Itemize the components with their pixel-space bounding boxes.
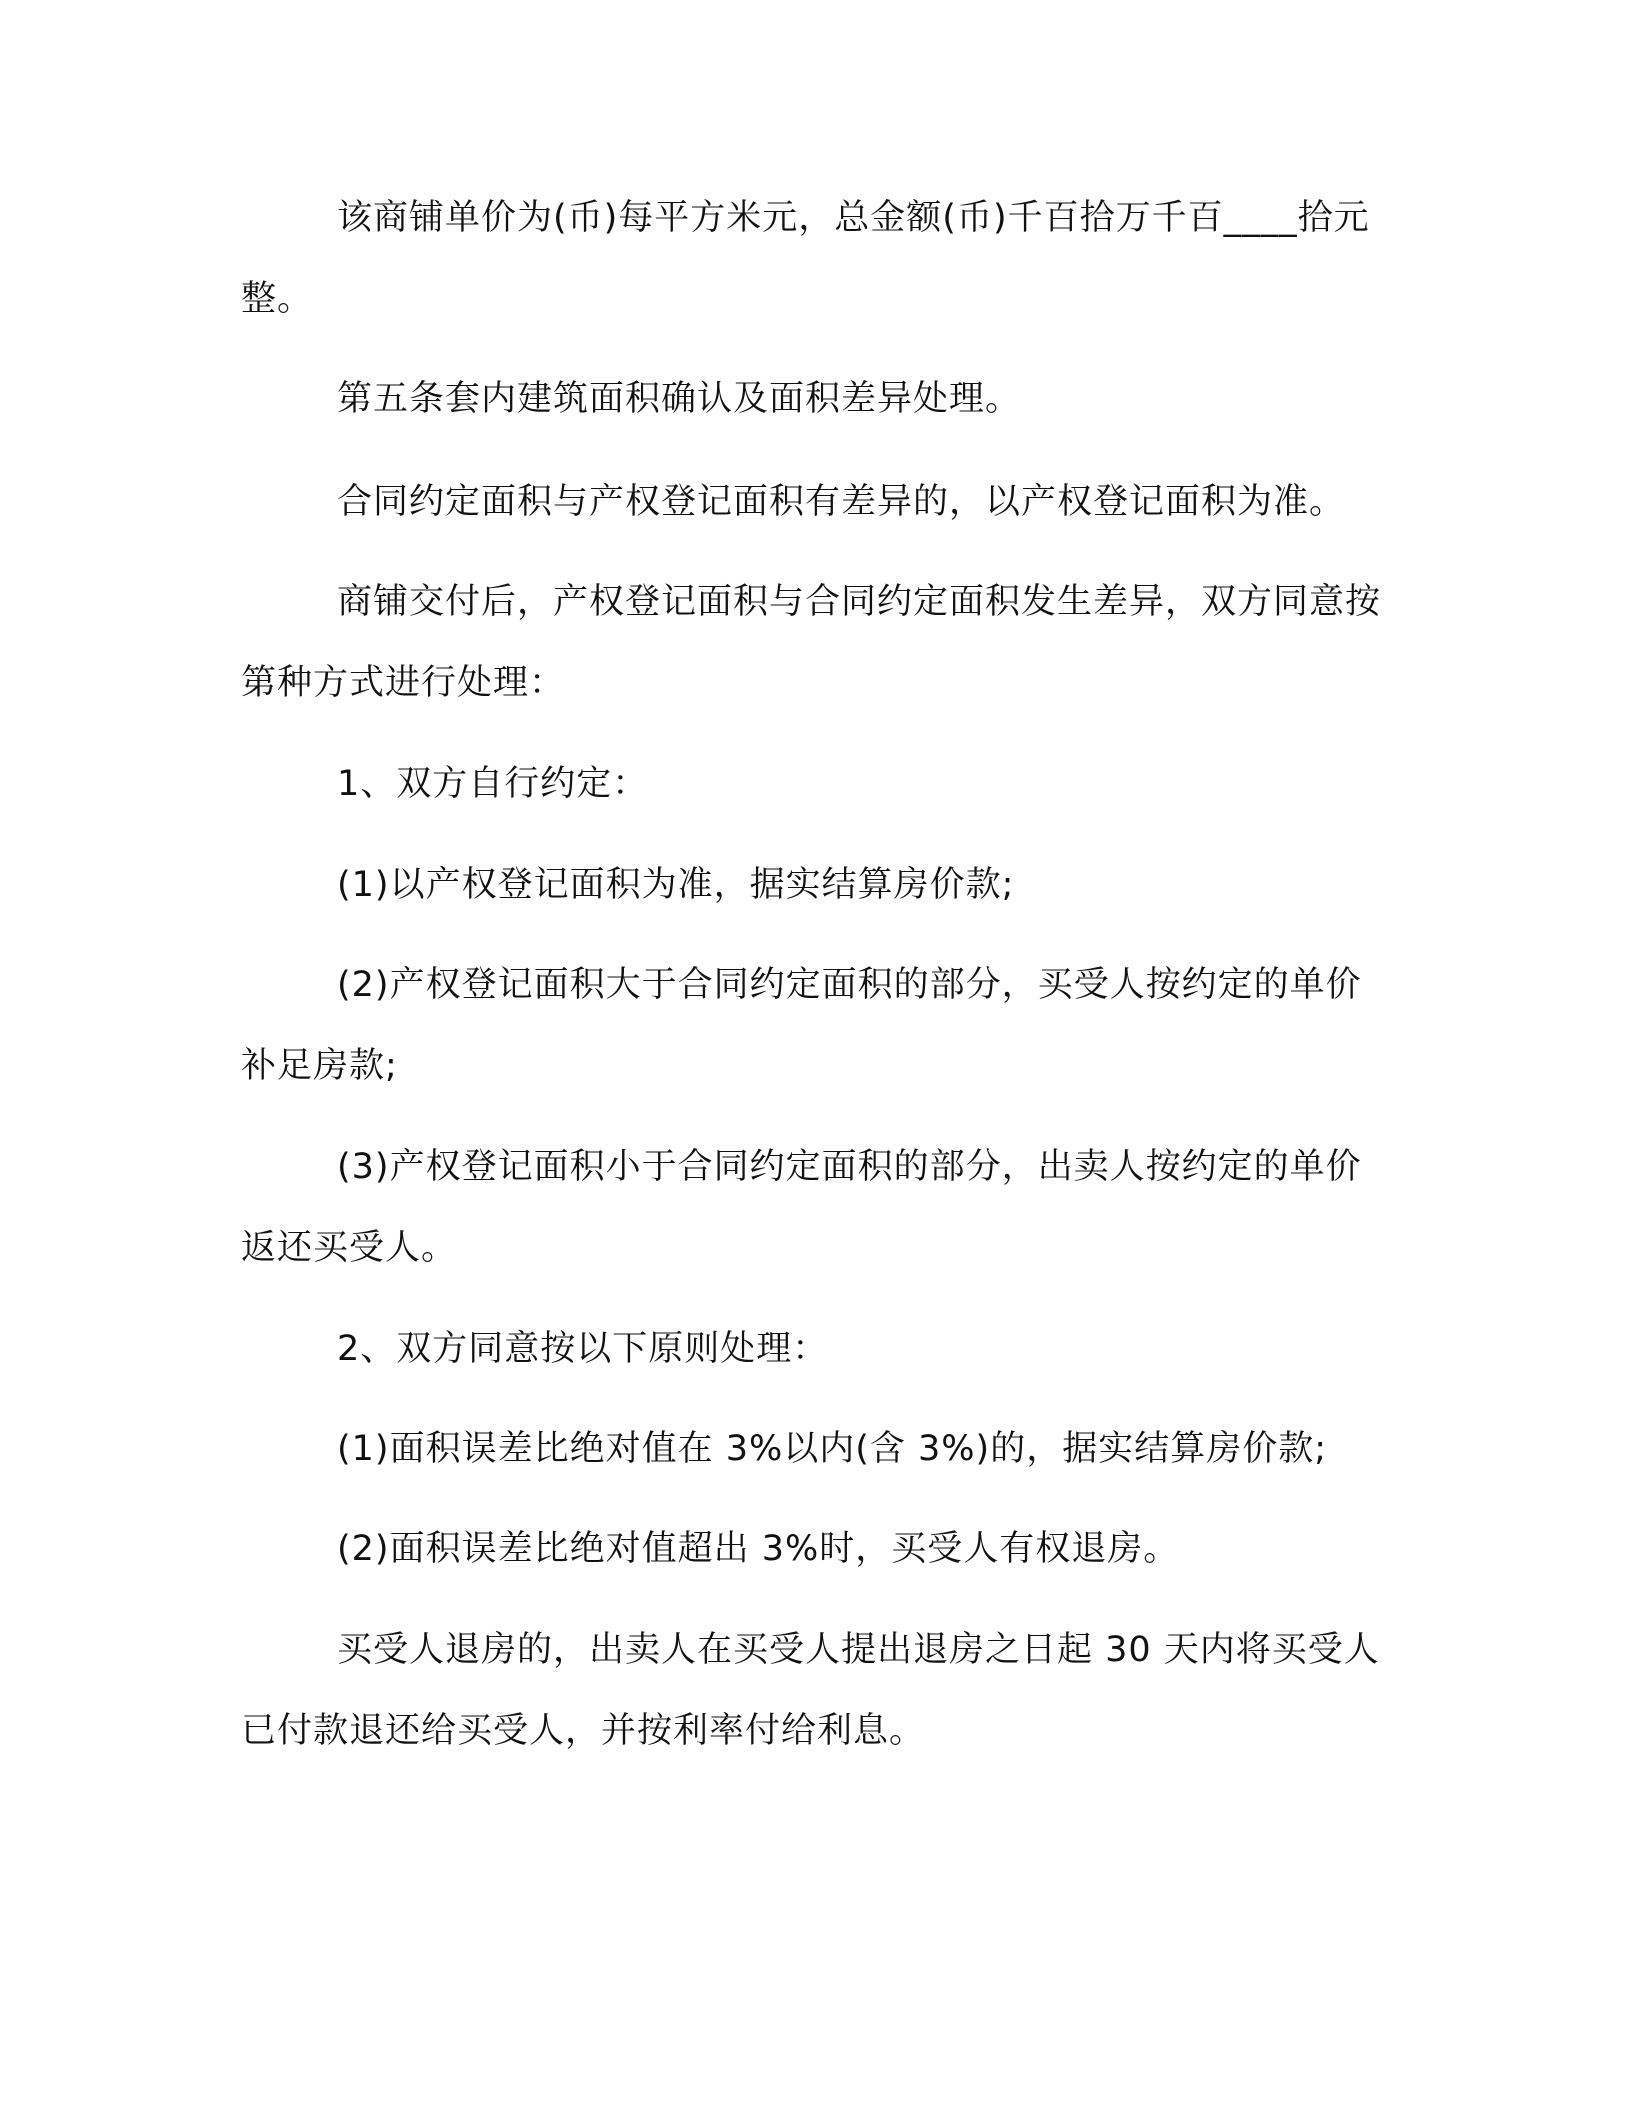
paragraph-option-one-heading: 1、双方自行约定： [337,764,649,804]
paragraph-refund-terms: 买受人退房的，出卖人在买受人提出退房之日起 30 天内将买受人已付款退还给买受人，并按利率付给利息。 [241,1630,1380,1751]
paragraph-option-two-item-2: (2)面积误差比绝对值超出 3%时，买受人有权退房。 [337,1529,1180,1569]
paragraph-unit-price: 该商铺单价为(币)每平方米元，总金额(币)千百拾万千百____拾元整。 [241,198,1370,319]
paragraph-option-two-item-1: (1)面积误差比绝对值在 3%以内(含 3%)的，据实结算房价款; [337,1429,1327,1469]
paragraph-option-one-item-3: (3)产权登记面积小于合同约定面积的部分，出卖人按约定的单价返还买受人。 [241,1147,1362,1268]
paragraph-area-basis: 合同约定面积与产权登记面积有差异的，以产权登记面积为准。 [337,482,1346,522]
paragraph-option-one-item-2: (2)产权登记面积大于合同约定面积的部分，买受人按约定的单价补足房款; [241,965,1362,1086]
paragraph-option-one-item-1: (1)以产权登记面积为准，据实结算房价款; [337,865,1015,905]
paragraph-area-difference: 商铺交付后，产权登记面积与合同约定面积发生差异，双方同意按第种方式进行处理： [241,582,1382,703]
paragraph-option-two-heading: 2、双方同意按以下原则处理： [337,1329,829,1369]
paragraph-article-five-heading: 第五条套内建筑面积确认及面积差异处理。 [337,379,1022,419]
